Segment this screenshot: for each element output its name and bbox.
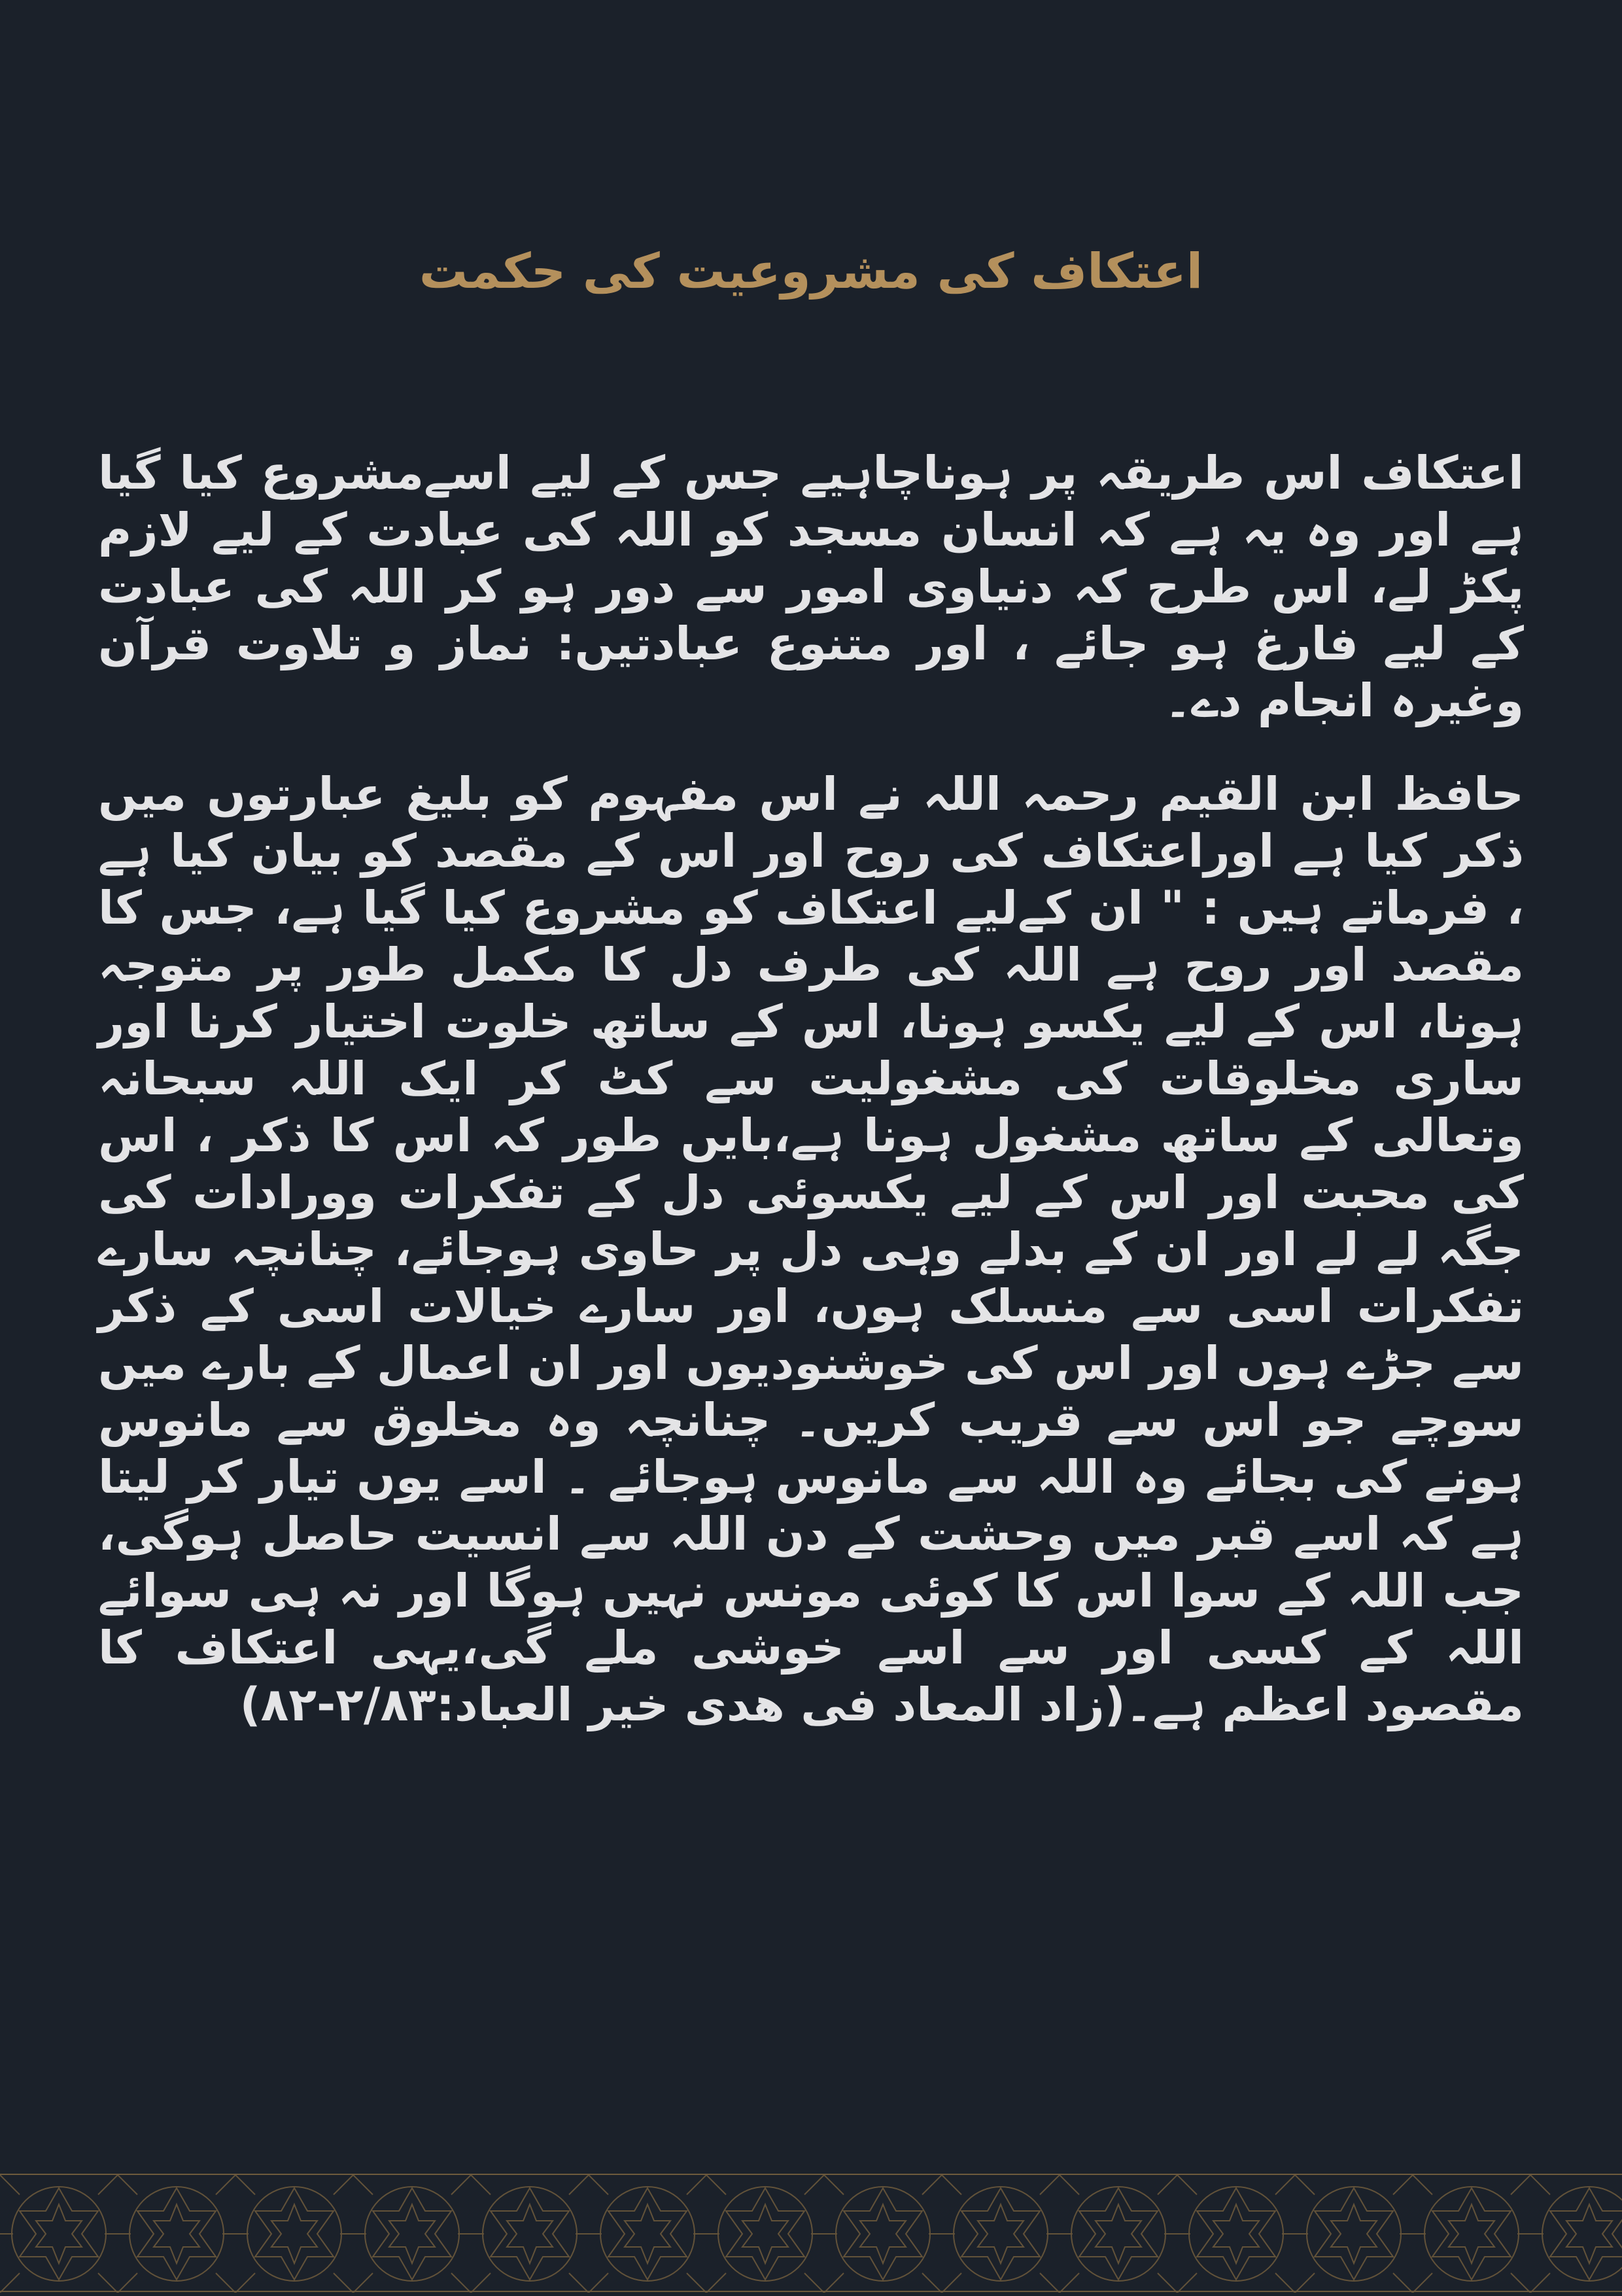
footer-divider [0, 2291, 1622, 2292]
geometric-pattern-icon [0, 2175, 1622, 2293]
paragraph-ibn-qayyim-quote: حافظ ابن القیم رحمہ اللہ نے اس مفہوم کو بلیغ عبارتوں میں ذکر کیا ہے اوراعتکاف کی روح اور اس کے مقصد کو بیان کیا ہے ، فرماتے ہیں : " ان کےلیے اعتکاف کو مشروع کیا گیا ہے، جس کا مقصد اور روح ہے اللہ کی طرف دل کا مکمل طور پر متوجہ ہونا، اس کے لیے یکسو ہونا، اس کے ساتھ خلوت اختیار کرنا اور ساری مخلوقات کی مشغولیت سے کٹ کر ایک اللہ سبحانہ وتعالی کے ساتھ مشغول ہونا ہے،بایں طور کہ اس کا ذکر ، اس کی محبت اور اس کے لیے یکسوئی دل کے تفکرات وورادات کی جگہ لے لے اور ان کے بدلے وہی دل پر حاوی ہوجائے، چنانچہ سارے تفکرات اسی سے منسلک ہوں، اور سارے خیالات اسی کے ذکر سے جڑے ہوں اور اس کی خوشنودیوں اور ان اعمال کے بارے میں سوچے جو اس سے قریب کریں۔ چنانچہ وہ مخلوق سے مانوس ہونے کی بجائے وہ اللہ سے مانوس ہوجائے ۔ اسے یوں تیار کر لیتا ہے کہ اسے قبر میں وحشت کے دن اللہ سے انسیت حاصل ہوگی، جب اللہ کے سوا اس کا کوئی مونس نہیں ہوگا اور نہ ہی سوائے اللہ کے کسی اور سے اسے خوشی ملے گی،یہی اعتکاف کا مقصود اعظم ہے۔(زاد المعاد فی هدى خير العباد:۲/۸۳-۸۲) [98, 767, 1524, 1731]
paragraph-intro: اعتکاف اس طریقہ پر ہوناچاہیے جس کے لیے اسےمشروع کیا گیا ہے اور وہ یہ ہے کہ انسان مسجد کو اللہ کی عبادت کے لیے لازم پکڑ لے، اس طرح کہ دنیاوی امور سے دور ہو کر اللہ کی عبادت کے لیے فارغ ہو جائے ، اور متنوع عبادتیں: نماز و تلاوت قرآن وغیرہ انجام دے۔ [98, 446, 1524, 727]
page-title: اعتکاف کی مشروعیت کی حکمت [419, 243, 1203, 300]
article-body [98, 445, 1524, 1770]
ornamental-footer [0, 2174, 1622, 2296]
